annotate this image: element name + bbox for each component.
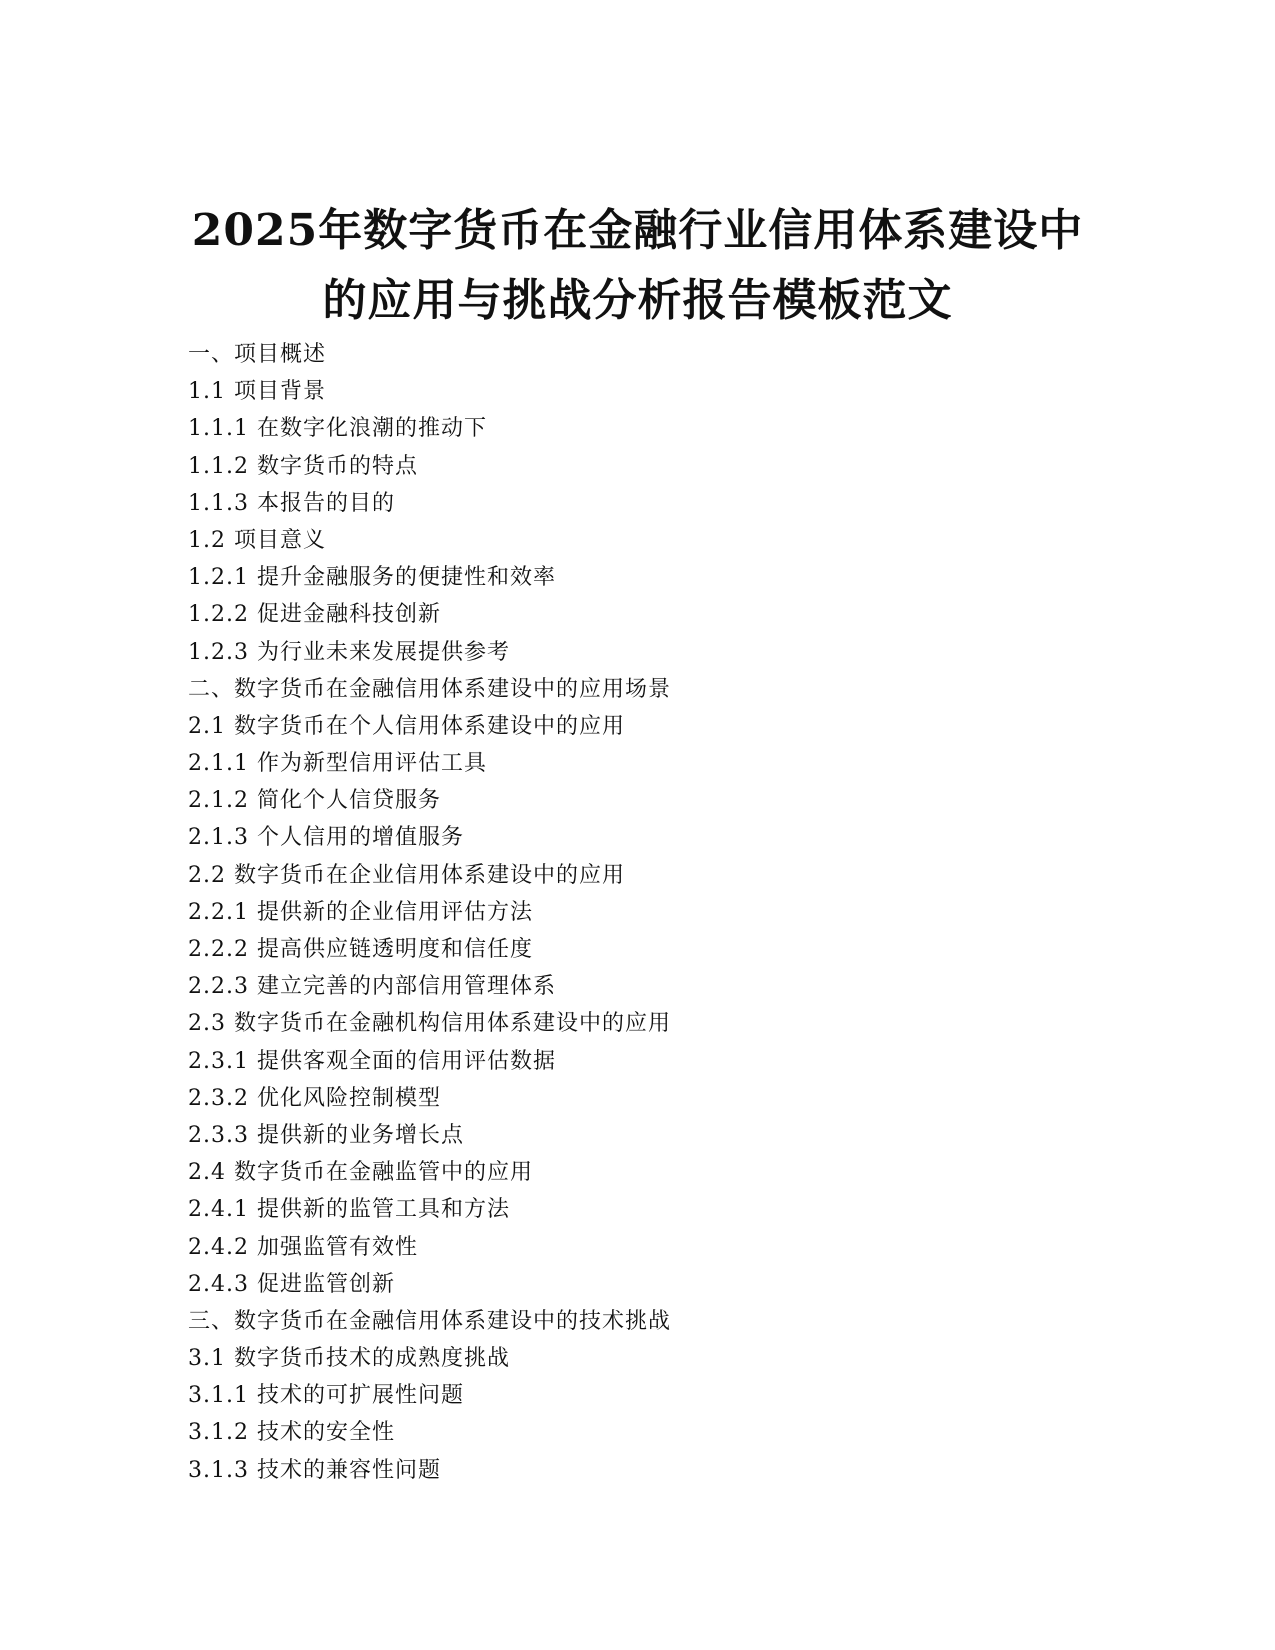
title-line-1: 2025年数字货币在金融行业信用体系建设中	[191, 205, 1084, 256]
toc-entry: 2.3.3 提供新的业务增长点	[188, 1122, 464, 1148]
toc-entry: 2.3 数字货币在金融机构信用体系建设中的应用	[188, 1011, 671, 1037]
table-of-contents	[188, 336, 1088, 1489]
toc-entry: 2.2.3 建立完善的内部信用管理体系	[188, 974, 556, 1000]
toc-entry: 3.1.3 技术的兼容性问题	[188, 1457, 441, 1483]
toc-entry: 1.1.1 在数字化浪潮的推动下	[188, 416, 487, 442]
toc-entry: 1.1.2 数字货币的特点	[188, 453, 418, 479]
toc-entry: 2.1 数字货币在个人信用体系建设中的应用	[188, 713, 625, 739]
toc-entry: 二、数字货币在金融信用体系建设中的应用场景	[188, 676, 672, 702]
document-title	[150, 196, 1125, 336]
toc-entry: 2.2.2 提高供应链透明度和信任度	[188, 937, 533, 962]
toc-entry: 2.1.1 作为新型信用评估工具	[188, 751, 487, 777]
toc-entry: 3.1.1 技术的可扩展性问题	[188, 1383, 464, 1409]
toc-entry: 1.2.1 提升金融服务的便捷性和效率	[188, 565, 556, 591]
toc-entry: 一、项目概述	[188, 342, 327, 367]
toc-entry: 1.2.3 为行业未来发展提供参考	[188, 639, 510, 665]
toc-entry: 2.3.1 提供客观全面的信用评估数据	[188, 1048, 556, 1074]
toc-entry: 2.4 数字货币在金融监管中的应用	[188, 1160, 533, 1186]
toc-entry: 3.1.2 技术的安全性	[188, 1420, 395, 1446]
toc-entry: 1.1 项目背景	[188, 379, 326, 405]
toc-entry: 2.2.1 提供新的企业信用评估方法	[188, 899, 533, 925]
toc-entry: 三、数字货币在金融信用体系建设中的技术挑战	[188, 1308, 672, 1334]
toc-entry: 2.3.2 优化风险控制模型	[188, 1085, 441, 1111]
toc-entry: 2.1.2 简化个人信贷服务	[188, 788, 441, 814]
toc-entry: 2.2 数字货币在企业信用体系建设中的应用	[188, 862, 625, 888]
toc-entry: 2.1.3 个人信用的增值服务	[188, 825, 464, 851]
toc-entry: 2.4.3 促进监管创新	[188, 1271, 395, 1297]
toc-entry: 2.4.1 提供新的监管工具和方法	[188, 1197, 510, 1223]
title-line-2: 的应用与挑战分析报告模板范文	[322, 275, 953, 326]
toc-entry: 2.4.2 加强监管有效性	[188, 1234, 418, 1260]
toc-entry: 1.2.2 促进金融科技创新	[188, 602, 441, 628]
toc-entry: 1.1.3 本报告的目的	[188, 490, 395, 516]
toc-entry: 3.1 数字货币技术的成熟度挑战	[188, 1346, 510, 1372]
toc-entry: 1.2 项目意义	[188, 527, 326, 553]
